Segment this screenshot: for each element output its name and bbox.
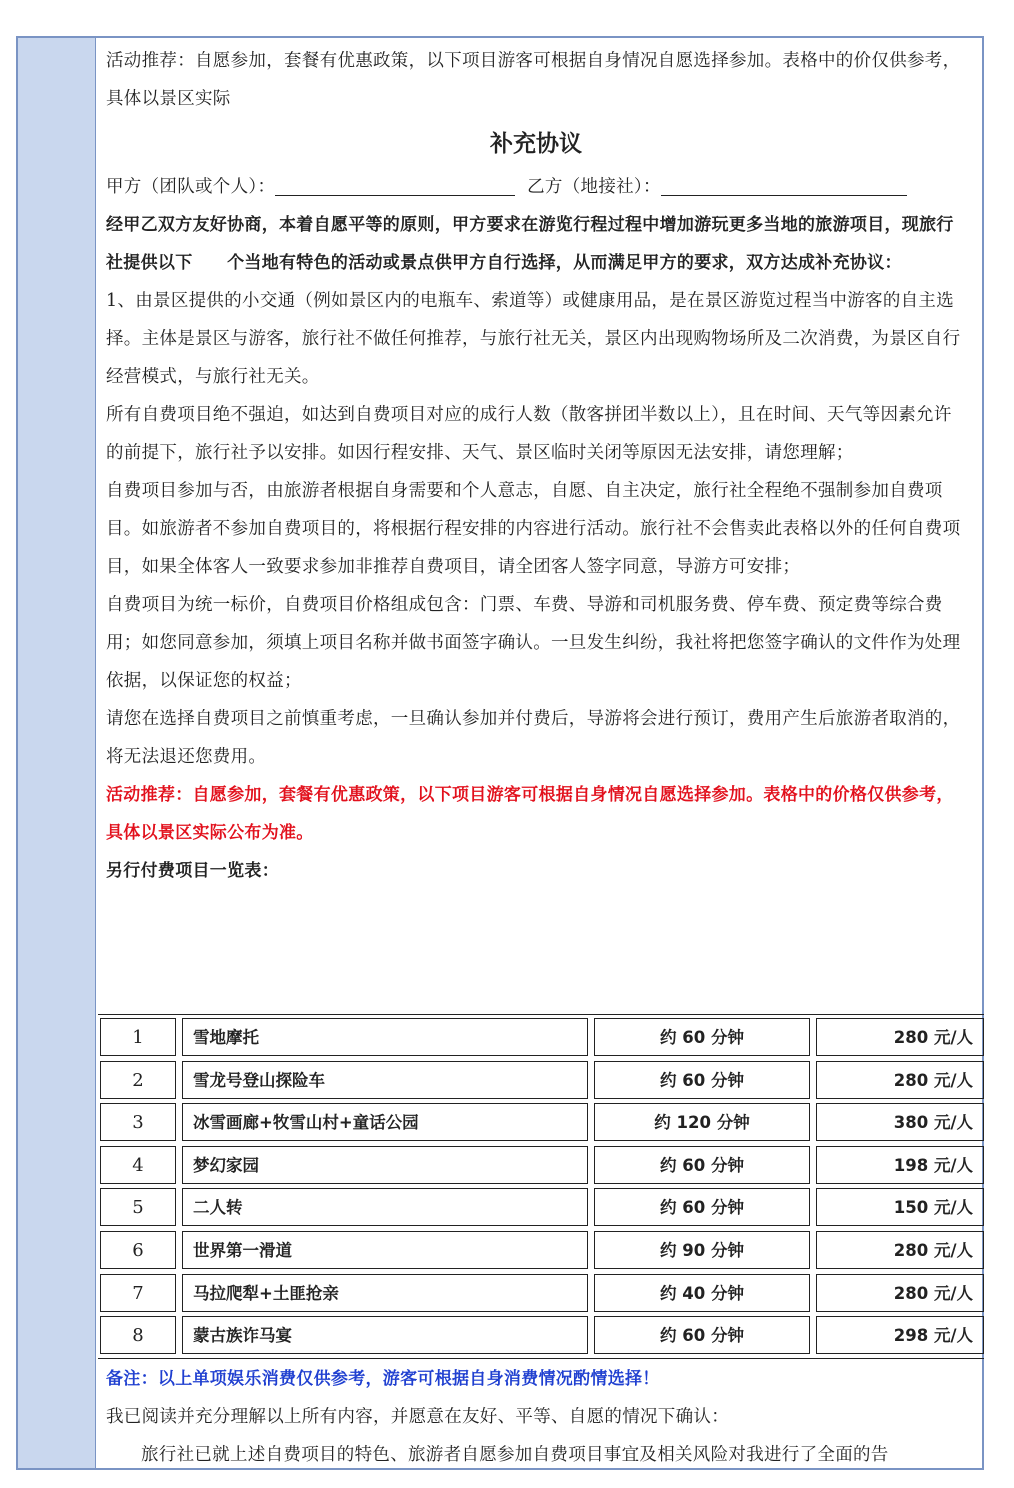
item-duration: 约 120 分钟 — [594, 1103, 810, 1141]
row-number: 1 — [100, 1018, 176, 1056]
left-margin-column — [18, 38, 96, 1468]
party-b-label: 乙方（地接社）： — [527, 177, 661, 197]
row-number: 6 — [100, 1231, 176, 1269]
item-price: 280 元/人 — [816, 1018, 984, 1056]
item-price: 150 元/人 — [816, 1188, 984, 1226]
table-row — [98, 1018, 986, 1058]
table-row — [98, 1146, 986, 1186]
footer-area — [106, 1360, 966, 1474]
note-text: 备注：以上单项娱乐消费仅供参考，游客可根据自身消费情况酌情选择！ — [106, 1369, 660, 1389]
table-row — [98, 1103, 986, 1143]
intro-text: 活动推荐：自愿参加，套餐有优惠政策，以下项目游客可根据自身情况自愿选择参加。表格中的价仅供参考，具体以景区实际 — [106, 51, 961, 109]
parties-line — [106, 168, 966, 206]
item-price: 380 元/人 — [816, 1103, 984, 1141]
item-price: 280 元/人 — [816, 1061, 984, 1099]
table-row — [98, 1188, 986, 1228]
item-price: 298 元/人 — [816, 1316, 984, 1354]
clause-3: 自费项目参加与否，由旅游者根据自身需要和个人意志，自愿、自主决定，旅行社全程绝不强制参加自费项目。如旅游者不参加自费项目的，将根据行程安排的内容进行活动。旅行社不会售卖此表格以外的任何自费项目，如果全体客人一致要求参加非推荐自费项目，请全团客人签字同意，导游方可安排； — [106, 481, 961, 577]
item-name: 马拉爬犁+土匪抢亲 — [182, 1274, 588, 1312]
item-price: 198 元/人 — [816, 1146, 984, 1184]
activity-recommendation: 活动推荐：自愿参加，套餐有优惠政策，以下项目游客可根据自身情况自愿选择参加。表格中的价格仅供参考，具体以景区实际公布为准。 — [106, 785, 954, 843]
row-number: 8 — [100, 1316, 176, 1354]
row-number: 7 — [100, 1274, 176, 1312]
item-price: 280 元/人 — [816, 1274, 984, 1312]
agreement-intro: 经甲乙双方友好协商，本着自愿平等的原则，甲方要求在游览行程过程中增加游玩更多当地的旅游项目，现旅行社提供以下 个当地有特色的活动或景点供甲方自行选择，从而满足甲方的要求，双方达成补充协议： — [106, 215, 954, 273]
item-duration: 约 60 分钟 — [594, 1018, 810, 1056]
page-title: 补充协议 — [490, 131, 582, 157]
row-number: 2 — [100, 1061, 176, 1099]
document-frame — [16, 36, 984, 1470]
item-name: 梦幻家园 — [182, 1146, 588, 1184]
item-duration: 约 60 分钟 — [594, 1316, 810, 1354]
party-a-field[interactable] — [275, 173, 515, 196]
clause-5: 请您在选择自费项目之前慎重考虑，一旦确认参加并付费后，导游将会进行预订，费用产生后旅游者取消的，将无法退还您费用。 — [106, 709, 961, 767]
item-duration: 约 40 分钟 — [594, 1274, 810, 1312]
clause-2: 所有自费项目绝不强迫，如达到自费项目对应的成行人数（散客拼团半数以上），且在时间、天气等因素允许的前提下，旅行社予以安排。如因行程安排、天气、景区临时关闭等原因无法安排，请您理解； — [106, 405, 952, 463]
last-line-text: 旅行社已就上述自费项目的特色、旅游者自愿参加自费项目事宜及相关风险对我进行了全面的告 — [141, 1445, 889, 1465]
table-row — [98, 1061, 986, 1101]
item-name: 雪地摩托 — [182, 1018, 588, 1056]
table-row — [98, 1316, 986, 1356]
item-name: 雪龙号登山探险车 — [182, 1061, 588, 1099]
item-duration: 约 60 分钟 — [594, 1146, 810, 1184]
table-row — [98, 1231, 986, 1271]
party-a-label: 甲方（团队或个人）： — [106, 177, 276, 197]
table-heading: 另行付费项目一览表： — [106, 861, 279, 881]
row-number: 3 — [100, 1103, 176, 1141]
item-name: 蒙古族诈马宴 — [182, 1316, 588, 1354]
party-b-field[interactable] — [661, 173, 907, 196]
item-duration: 约 90 分钟 — [594, 1231, 810, 1269]
item-duration: 约 60 分钟 — [594, 1188, 810, 1226]
row-number: 5 — [100, 1188, 176, 1226]
item-name: 二人转 — [182, 1188, 588, 1226]
clause-4: 自费项目为统一标价，自费项目价格组成包含：门票、车费、导游和司机服务费、停车费、预定费等综合费用；如您同意参加，须填上项目名称并做书面签字确认。一旦发生纠纷，我社将把您签字确认的文件作为处理依据，以保证您的权益； — [106, 595, 961, 691]
table-row — [98, 1274, 986, 1314]
item-name: 世界第一滑道 — [182, 1231, 588, 1269]
clause-1: 1、由景区提供的小交通（例如景区内的电瓶车、索道等）或健康用品，是在景区游览过程当中游客的自主选择。主体是景区与游客，旅行社不做任何推荐，与旅行社无关，景区内出现购物场所及二次消费，为景区自行经营模式，与旅行社无关。 — [106, 291, 961, 387]
item-price: 280 元/人 — [816, 1231, 984, 1269]
row-number: 4 — [100, 1146, 176, 1184]
confirm-text: 我已阅读并充分理解以上所有内容，并愿意在友好、平等、自愿的情况下确认： — [106, 1407, 729, 1427]
content-area — [106, 38, 966, 890]
item-duration: 约 60 分钟 — [594, 1061, 810, 1099]
item-name: 冰雪画廊+牧雪山村+童话公园 — [182, 1103, 588, 1141]
